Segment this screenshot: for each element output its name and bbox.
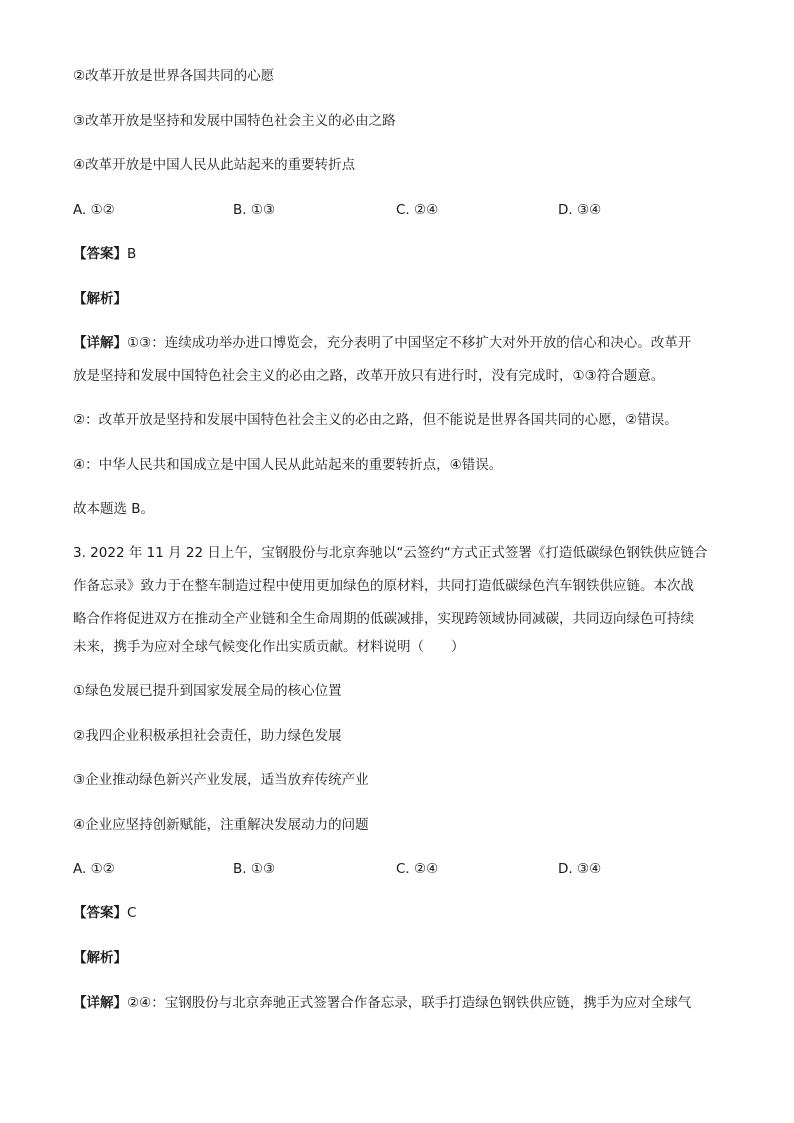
detail-label: 【详解】 [73,995,127,1011]
q3-option-a: A. ①② [73,861,115,877]
q2-option-b: B. ①③ [233,202,276,218]
analysis-label: 【解析】 [73,291,127,307]
q2-option-d: D. ③④ [558,202,602,218]
answer-label: 【答案】 [73,246,127,262]
q3-statement-3: ③企业推动绿色新兴产业发展，适当放弃传统产业 [73,772,369,788]
q3-answer [73,903,136,923]
q3-statement-2: ②我四企业积极承担社会责任，助力绿色发展 [73,728,342,744]
q2-option-c: C. ②④ [396,202,439,218]
q2-statement-2: ②改革开放是世界各国共同的心愿 [73,68,275,84]
q3-statement-1: ①绿色发展已提升到国家发展全局的核心位置 [73,683,342,699]
q2-detail-line-3: ②：改革开放是坚持和发展中国特色社会主义的必由之路，但不能说是世界各国共同的心愿，②错误。 [73,412,678,428]
q2-statement-4: ④改革开放是中国人民从此站起来的重要转折点 [73,157,356,173]
q3-option-b: B. ①③ [233,861,276,877]
answer-value: C [127,905,137,921]
q2-statement-3: ③改革开放是坚持和发展中国特色社会主义的必由之路 [73,113,396,129]
answer-value: B [127,246,137,262]
q2-detail-line-4: ④：中华人民共和国成立是中国人民从此站起来的重要转折点，④错误。 [73,457,503,473]
q2-answer [73,244,136,264]
q2-analysis-label [73,289,127,309]
q3-stem-line-4: 未来，携手为应对全球气候变化作出实质贡献。材料说明（ ） [73,639,465,655]
q2-detail-line-1 [73,333,725,353]
q3-option-d: D. ③④ [558,861,602,877]
q2-detail-line-2: 放是坚持和发展中国特色社会主义的必由之路，改革开放只有进行时，没有完成时，①③符合题意。 [73,368,665,384]
q3-analysis-label [73,948,127,968]
detail-label: 【详解】 [73,335,127,351]
q3-stem-line-2: 作备忘录》致力于在整车制造过程中使用更加绿色的原材料，共同打造低碳绿色汽车钢铁供应链。本次战 [73,578,694,594]
q2-conclusion: 故本题选 B。 [73,501,155,517]
analysis-label: 【解析】 [73,950,127,966]
q3-detail-line-1 [73,993,725,1013]
q3-stem-line-3: 略合作将促进双方在推动全产业链和全生命周期的低碳减排，实现跨领域协同减碳，共同迈向绿色可持续 [73,611,694,627]
q3-statement-4: ④企业应坚持创新赋能，注重解决发展动力的问题 [73,817,369,833]
q3-stem-line-1: 3. 2022 年 11 月 22 日上午，宝钢股份与北京奔驰以“云签约“方式正式签署《打造低碳绿色钢铁供应链合 [73,545,708,561]
answer-label: 【答案】 [73,905,127,921]
q3-option-c: C. ②④ [396,861,439,877]
detail-text: ②④：宝钢股份与北京奔驰正式签署合作备忘录，联手打造绿色钢铁供应链，携手为应对全球气 [127,995,692,1011]
detail-text: ①③：连续成功举办进口博览会，充分表明了中国坚定不移扩大对外开放的信心和决心。改革开 [127,335,692,351]
q2-option-a: A. ①② [73,202,115,218]
